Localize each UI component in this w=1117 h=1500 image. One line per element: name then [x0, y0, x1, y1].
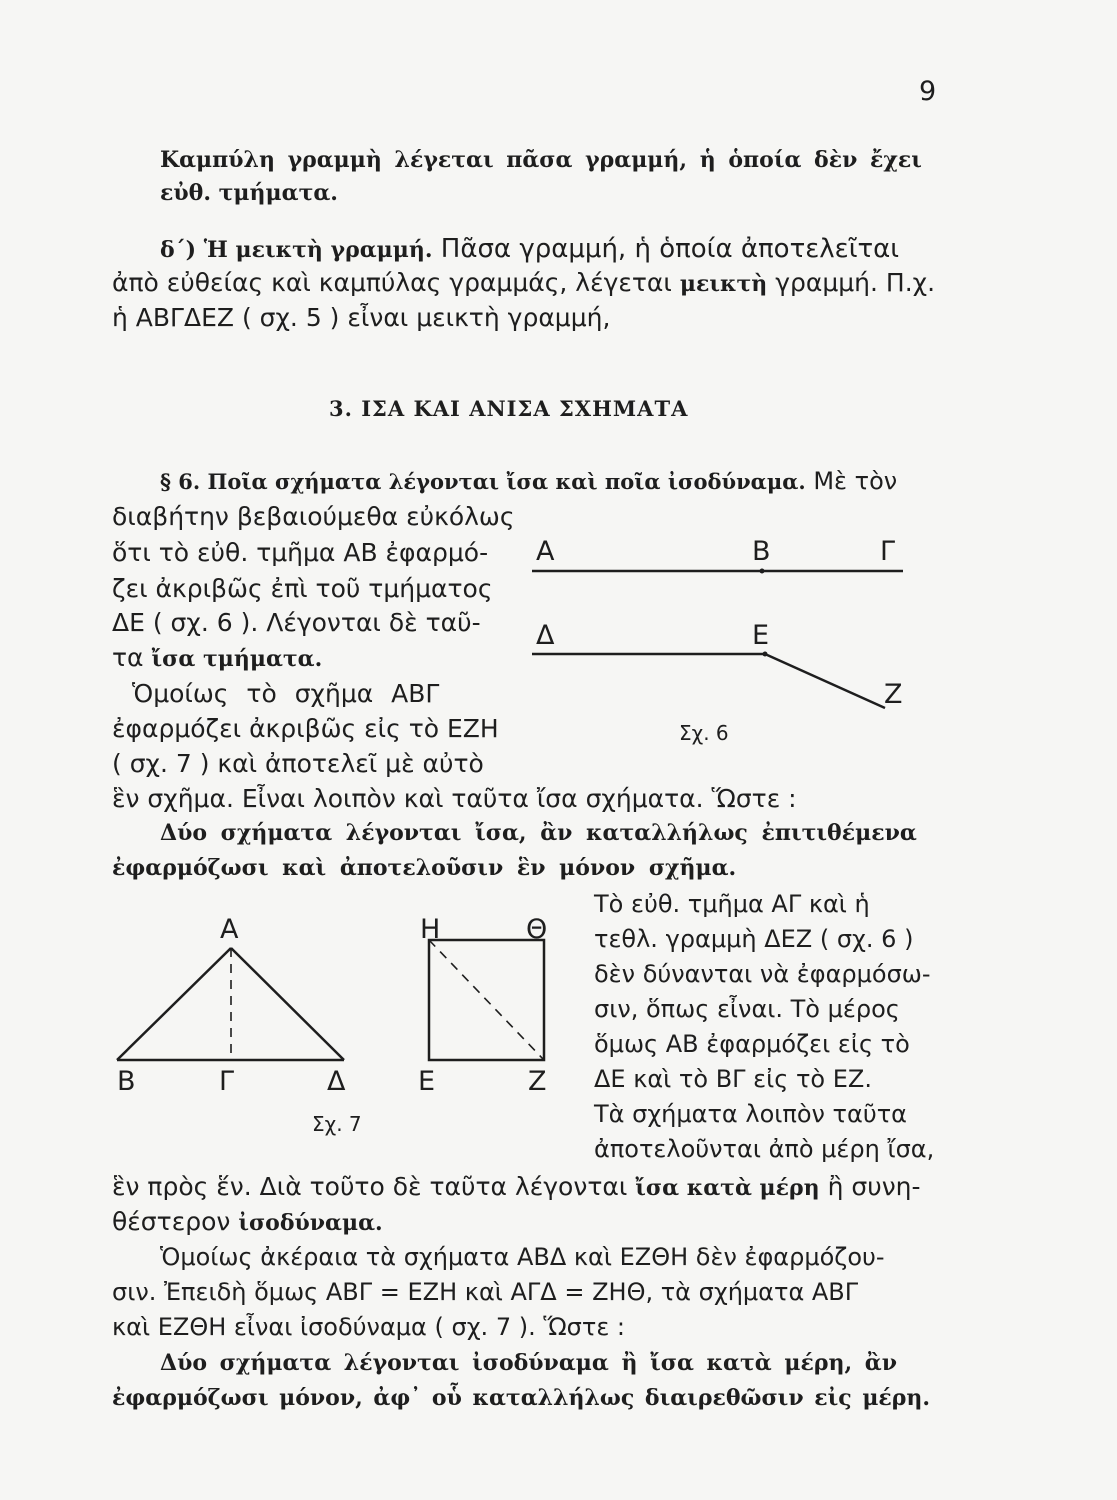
fig6-segment-ez [765, 654, 885, 708]
fig6-caption: Σχ. 6 [679, 721, 729, 745]
fig7-label-th: Θ [526, 914, 548, 945]
rule1-line1: Δύο σχήματα λέγονται ἴσα, ἂν καταλλήλως ἐπιτιθέμενα [160, 820, 917, 846]
fig6-label-g: Γ [880, 536, 896, 567]
fig6-point-b [760, 569, 765, 574]
para-after-line1 [112, 1170, 921, 1205]
para2-line2-a: ἀπὸ εὐθείας καὶ καμπύλας γραμμάς, λέγεται [112, 268, 672, 297]
fig6-label-z: Ζ [884, 679, 903, 710]
fig7-label-e: Ε [418, 1066, 436, 1097]
right-col-line-6: ΔΕ καὶ τὸ ΒΓ εἰς τὸ ΕΖ. [594, 1065, 872, 1093]
para-last-line1: Ὁμοίως ἀκέραια τὰ σχήματα ΑΒΔ καὶ ΕΖΘΗ δὲν ἐφαρμόζου- [160, 1243, 885, 1271]
para2-line2-bold: μεικτὴ [679, 271, 768, 297]
s6-line-8: ( σχ. 7 ) καὶ ἀποτελεῖ μὲ αὐτὸ [112, 749, 484, 778]
para-after-line2-bold: ἰσοδύναμα. [238, 1210, 383, 1236]
fig7-label-d: Δ [327, 1066, 346, 1097]
rule2-line2: ἐφαρμόζωσι μόνον, ἀφ᾽ οὗ καταλλήλως διαιρεθῶσιν εἰς μέρη. [112, 1385, 931, 1411]
s6-line-4: ΔΕ ( σχ. 6 ). Λέγονται δὲ ταῦ- [112, 608, 481, 637]
right-col-line-4: σιν, ὅπως εἶναι. Τὸ μέρος [594, 995, 900, 1023]
para-after-line2 [112, 1205, 383, 1240]
s6-line-5-a: τα [112, 643, 144, 672]
fig6-label-e: Ε [752, 620, 770, 651]
para-last-line3: καὶ ΕΖΘΗ εἶναι ἰσοδύναμα ( σχ. 7 ). Ὥστε : [112, 1313, 626, 1341]
para-last-line2: σιν. Ἐπειδὴ ὅμως ΑΒΓ = ΕΖΗ καὶ ΑΓΔ = ΖΗΘ, τὰ σχήματα ΑΒΓ [112, 1278, 859, 1306]
fig6-label-b: Β [752, 536, 771, 567]
right-col-line-7: Τὰ σχήματα λοιπὸν ταῦτα [594, 1100, 907, 1128]
para1-line1: Καμπύλη γραμμὴ λέγεται πᾶσα γραμμή, ἡ ὁποία δὲν ἔχει [160, 147, 922, 173]
s6-line-2: ὅτι τὸ εὐθ. τμῆμα ΑΒ ἐφαρμό- [112, 538, 489, 567]
fig7-caption: Σχ. 7 [312, 1112, 362, 1136]
section-heading: 3. ΙΣΑ ΚΑΙ ΑΝΙΣΑ ΣΧΗΜΑΤΑ [329, 396, 689, 421]
rule1-line2: ἐφαρμόζωσι καὶ ἀποτελοῦσιν ἓν μόνον σχῆμα. [112, 855, 737, 881]
fig7-label-z: Ζ [528, 1066, 547, 1097]
fig6-label-d: Δ [536, 620, 555, 651]
section6-title-rest: Μὲ τὸν [813, 467, 898, 495]
para-after-line2-a: θέστερον [112, 1207, 231, 1236]
s6-line-7: ἐφαρμόζει ἀκριβῶς εἰς τὸ ΕΖΗ [112, 714, 499, 743]
fig7-triangle-left-side [117, 948, 231, 1060]
right-col-line-2: τεθλ. γραμμὴ ΔΕΖ ( σχ. 6 ) [594, 925, 914, 953]
right-col-line-3: δὲν δύνανται νὰ ἐφαρμόσω- [594, 960, 931, 988]
para2-line2-b: γραμμή. Π.χ. [775, 268, 936, 297]
fig7-label-a: Α [220, 914, 239, 945]
s6-line-5-bold: ἴσα τμήματα. [151, 646, 323, 672]
para-after-line1-a: ἓν πρὸς ἕν. Διὰ τοῦτο δὲ ταῦτα λέγονται [112, 1172, 628, 1201]
section6-title: § 6. Ποῖα σχήματα λέγονται ἴσα καὶ ποῖα ἰσοδύναμα. [160, 469, 806, 494]
fig7-label-h: Η [420, 914, 441, 945]
fig7-label-b: Β [117, 1066, 136, 1097]
fig7-rectangle-diagonal [429, 940, 544, 1060]
fig7-triangle-right-side [231, 948, 344, 1060]
s6-line-6: Ὁμοίως τὸ σχῆμα ΑΒΓ [132, 679, 440, 708]
para-after-line1-b: ἢ συνη- [827, 1172, 921, 1201]
right-col-line-1: Τὸ εὐθ. τμῆμα ΑΓ καὶ ἡ [594, 890, 870, 918]
para2-label: δ΄) Ἡ μεικτὴ γραμμή. [160, 237, 433, 263]
fig7-label-g: Γ [219, 1066, 235, 1097]
para2-line3: ἡ ΑΒΓΔΕΖ ( σχ. 5 ) εἶναι μεικτὴ γραμμή, [112, 303, 611, 332]
para-after-line1-bold: ἴσα κατὰ μέρη [635, 1175, 820, 1201]
rule2-line1: Δύο σχήματα λέγονται ἰσοδύναμα ἢ ἴσα κατὰ μέρη, ἂν [160, 1350, 897, 1376]
para2-line1-rest: Πᾶσα γραμμή, ἡ ὁποία ἀποτελεῖται [440, 234, 900, 264]
para1-line2: εὐθ. τμήματα. [160, 180, 338, 206]
s6-line-9: ἓν σχῆμα. Εἶναι λοιπὸν καὶ ταῦτα ἴσα σχήματα. Ὥστε : [112, 784, 797, 813]
fig6-point-e [763, 652, 768, 657]
s6-line-3: ζει ἀκριβῶς ἐπὶ τοῦ τμήματος [112, 574, 493, 603]
page-number: 9 [919, 76, 937, 107]
right-col-line-5: ὅμως ΑΒ ἐφαρμόζει εἰς τὸ [594, 1030, 910, 1058]
fig6-label-a: Α [536, 536, 555, 567]
s6-line-1: διαβήτην βεβαιούμεθα εὐκόλως [112, 502, 515, 531]
right-col-line-8: ἀποτελοῦνται ἀπὸ μέρη ἴσα, [594, 1135, 935, 1163]
